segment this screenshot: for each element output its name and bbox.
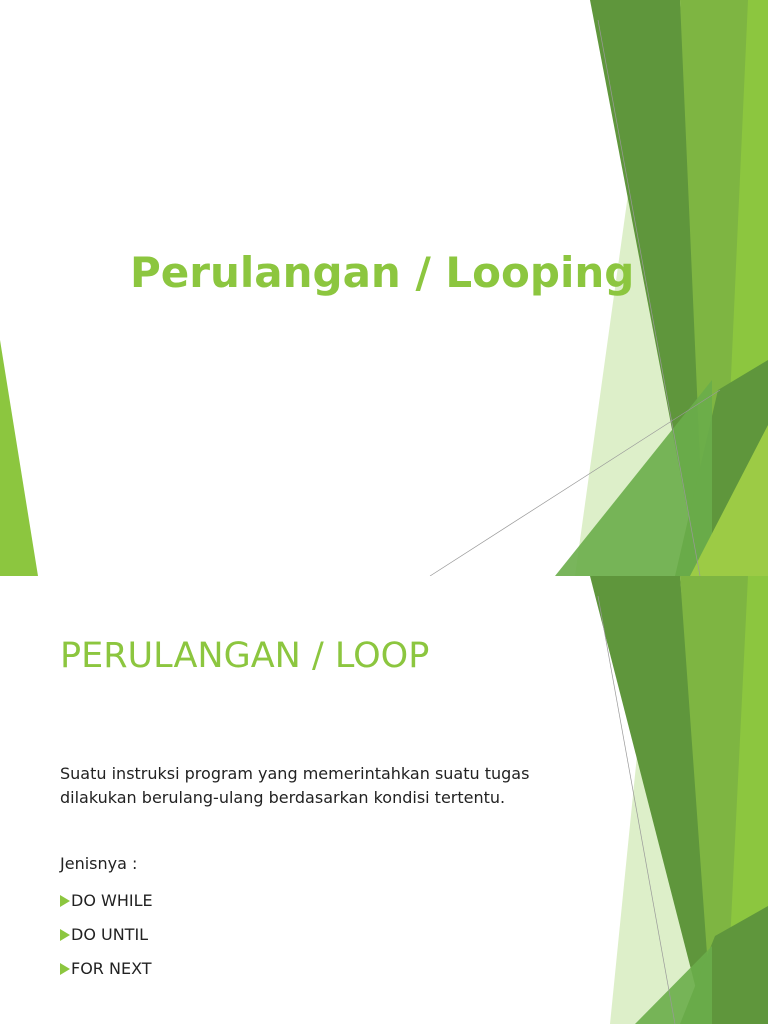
- list-heading: Jenisnya :: [60, 854, 138, 873]
- triangle-bullet-icon: [60, 963, 70, 975]
- content-slide: [0, 576, 768, 1024]
- list-item-label: DO UNTIL: [71, 925, 149, 944]
- list-item: [60, 918, 153, 952]
- list-item-label: FOR NEXT: [71, 959, 152, 978]
- list-item-label: DO WHILE: [71, 891, 153, 910]
- slide-title: PERULANGAN / LOOP: [60, 636, 430, 676]
- slide-title: Perulangan / Looping: [130, 248, 635, 297]
- loop-types-list: [60, 884, 153, 986]
- definition-paragraph: Suatu instruksi program yang memerintahkan suatu tugas dilakukan berulang-ulang berdasarkan kondisi tertentu.: [60, 764, 530, 807]
- left-edge-triangle: [0, 340, 38, 576]
- triangle-bullet-icon: [60, 929, 70, 941]
- list-item: [60, 884, 153, 918]
- triangle-bullet-icon: [60, 895, 70, 907]
- list-item: [60, 952, 153, 986]
